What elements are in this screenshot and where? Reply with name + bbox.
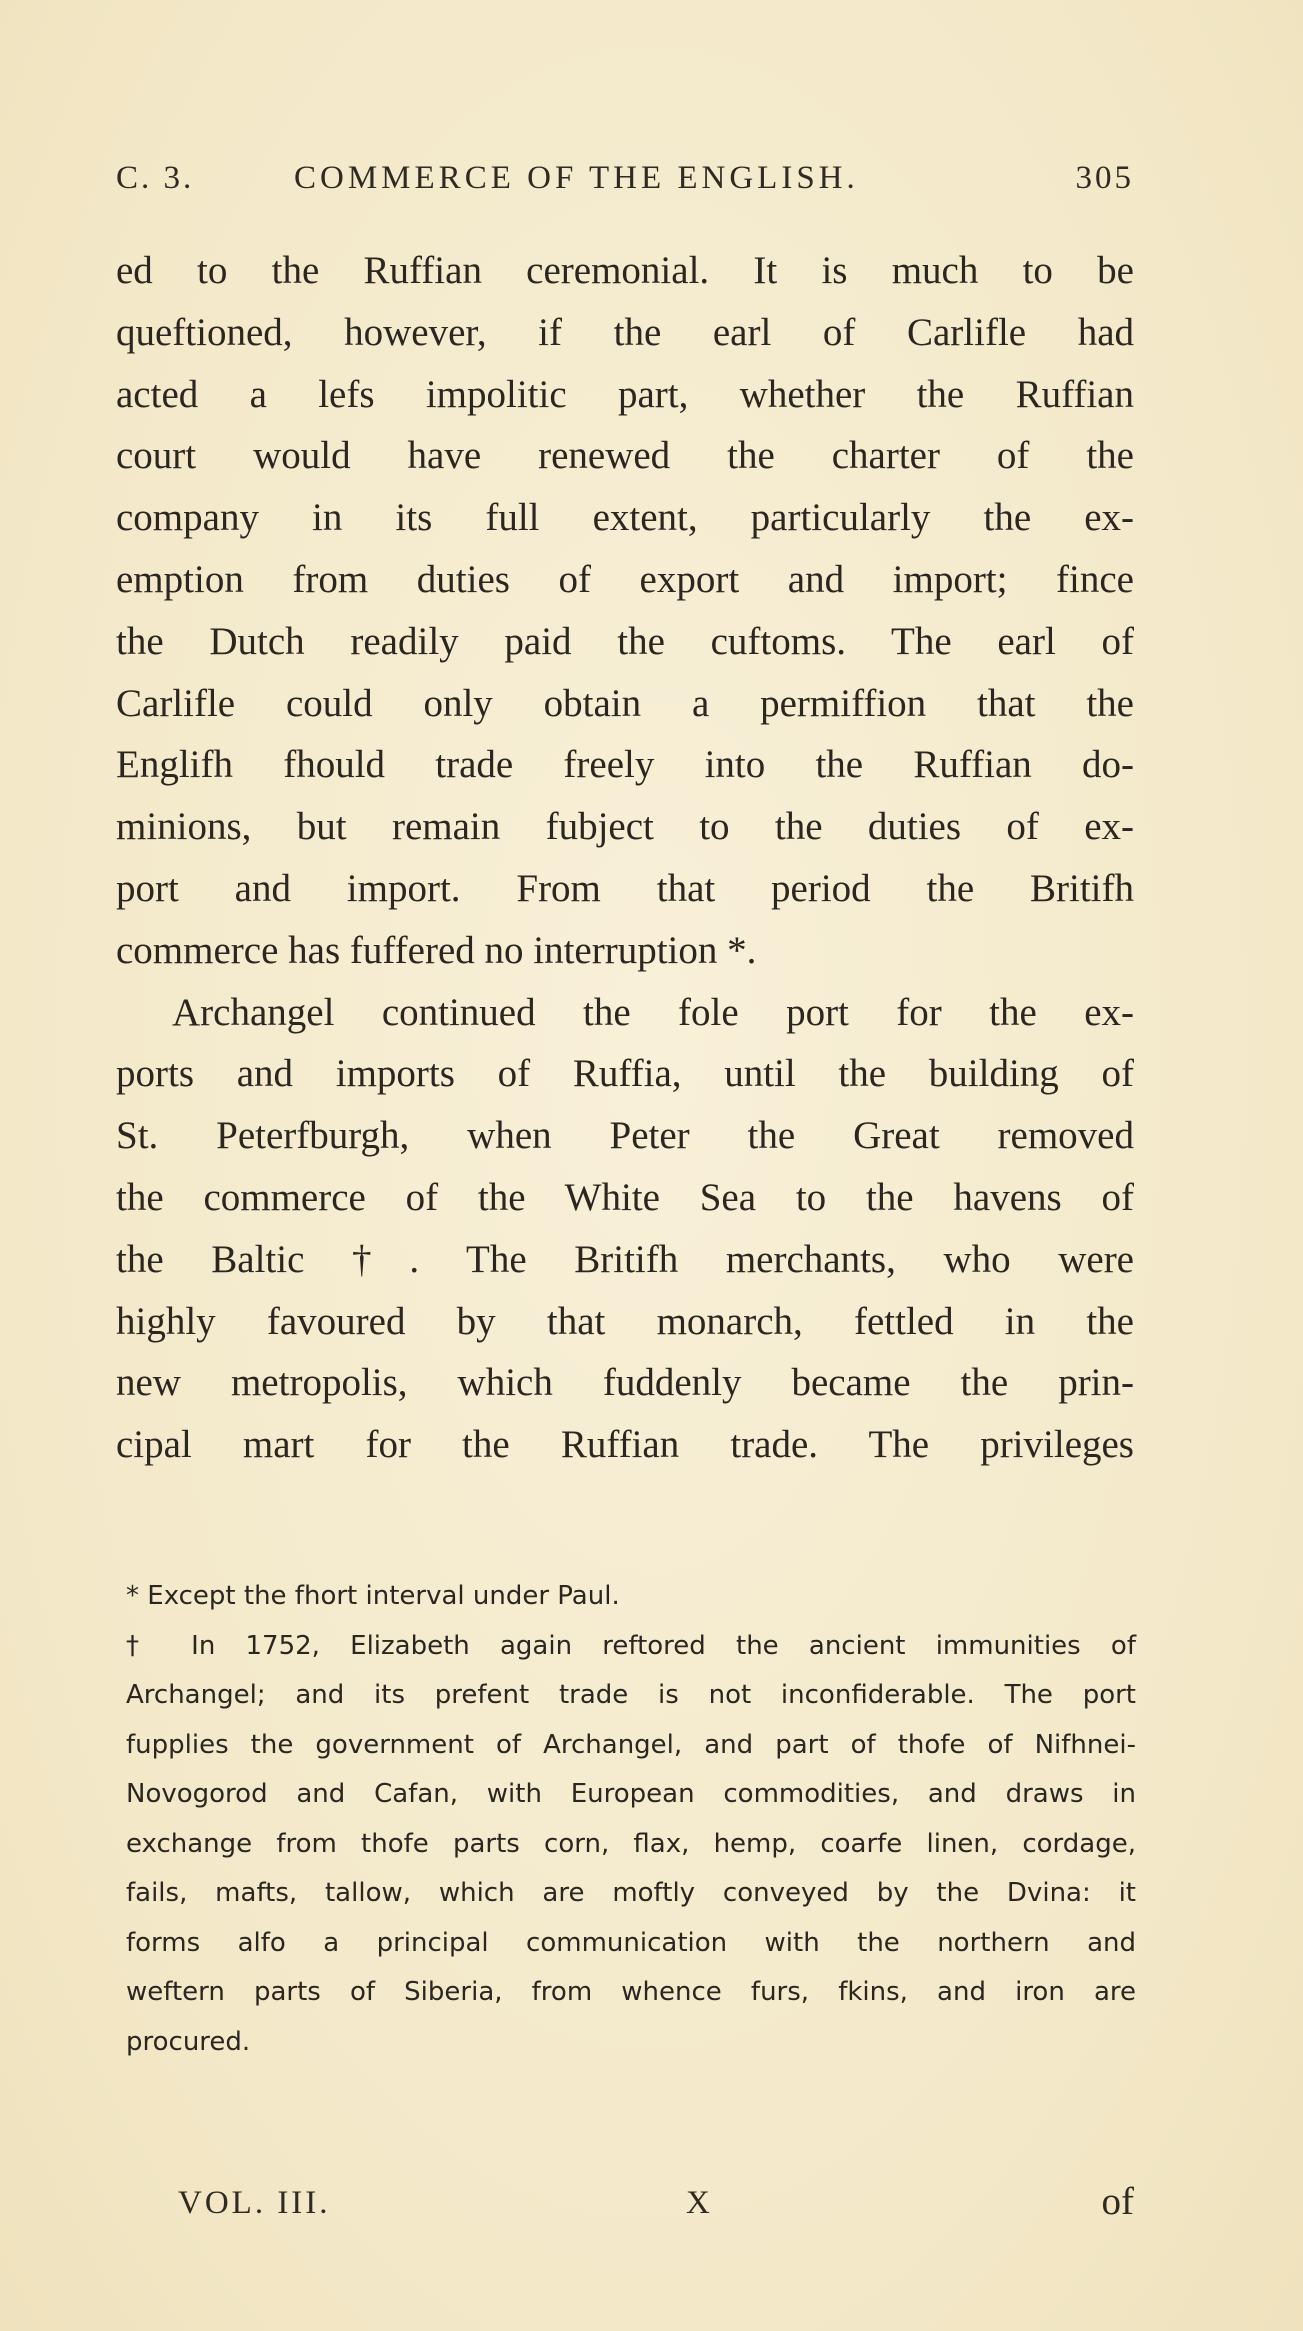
main-text	[116, 240, 1134, 1476]
footnote-line: exchange from thofe parts corn, flax, hemp, coarfe linen, cordage,	[126, 1828, 1136, 1859]
text-line: cipal mart for the Ruffian trade. The privileges	[116, 1423, 1134, 1467]
footnote-line: procured.	[126, 2026, 251, 2057]
text-line: the Dutch readily paid the cuftoms. The earl of	[116, 619, 1134, 663]
footnote-line: weftern parts of Siberia, from whence furs, fkins, and iron are	[126, 1977, 1136, 2007]
catchword: of	[1101, 2180, 1134, 2223]
text-line: port and import. From that period the Britifh	[116, 866, 1134, 910]
text-line: highly favoured by that monarch, fettled in the	[116, 1299, 1134, 1343]
text-line: ports and imports of Ruffia, until the building of	[116, 1052, 1134, 1096]
text-line: St. Peterfburgh, when Peter the Great removed	[116, 1114, 1134, 1158]
footnote-line: Novogorod and Cafan, with European commodities, and draws in	[126, 1779, 1136, 1809]
text-line: Englifh fhould trade freely into the Ruffian do-	[116, 743, 1134, 787]
page-footer	[116, 2180, 1134, 2229]
text-line: emption from duties of export and import; fince	[116, 557, 1134, 601]
paragraph-start-line: Archangel continued the fole port for the ex-	[172, 990, 1134, 1034]
text-line: minions, but remain fubject to the duties of ex-	[116, 805, 1134, 849]
page-number: 305	[1075, 160, 1134, 196]
running-header	[116, 160, 1134, 200]
text-line: new metropolis, which fuddenly became the prin-	[116, 1361, 1134, 1405]
footnote-dagger: † In 1752, Elizabeth again reftored the ancient immunities of	[126, 1630, 1136, 1661]
footnote-line: Archangel; and its prefent trade is not inconfiderable. The port	[126, 1680, 1136, 1710]
signature-mark: X	[686, 2185, 713, 2221]
text-line: the Baltic †. The Britifh merchants, who were	[116, 1237, 1134, 1281]
text-line: queftioned, however, if the earl of Carlifle had	[116, 310, 1134, 354]
text-line: the commerce of the White Sea to the havens of	[116, 1175, 1134, 1219]
text-line: company in its full extent, particularly the ex-	[116, 496, 1134, 540]
text-line: acted a lefs impolitic part, whether the Ruffian	[116, 372, 1134, 416]
footnote-line: forms alfo a principal communication with the northern and	[126, 1927, 1136, 1958]
chapter-number: C. 3.	[116, 160, 195, 196]
running-title: COMMERCE OF THE ENGLISH.	[294, 160, 859, 196]
text-line: Carlifle could only obtain a permiffion that the	[116, 681, 1134, 725]
text-line: ed to the Ruffian ceremonial. It is much to be	[116, 249, 1134, 292]
volume-label: VOL. III.	[178, 2185, 331, 2221]
text-line: court would have renewed the charter of the	[116, 434, 1134, 478]
footnote-line: fupplies the government of Archangel, and part of thofe of Nifhnei-	[126, 1729, 1136, 1760]
footnote-line: fails, mafts, tallow, which are moftly conveyed by the Dvina: it	[126, 1878, 1136, 1908]
footnotes	[126, 1572, 1136, 2067]
text-line: commerce has fuffered no interruption *.	[116, 928, 757, 972]
footnote-asterisk: * Except the fhort interval under Paul.	[126, 1581, 620, 1611]
